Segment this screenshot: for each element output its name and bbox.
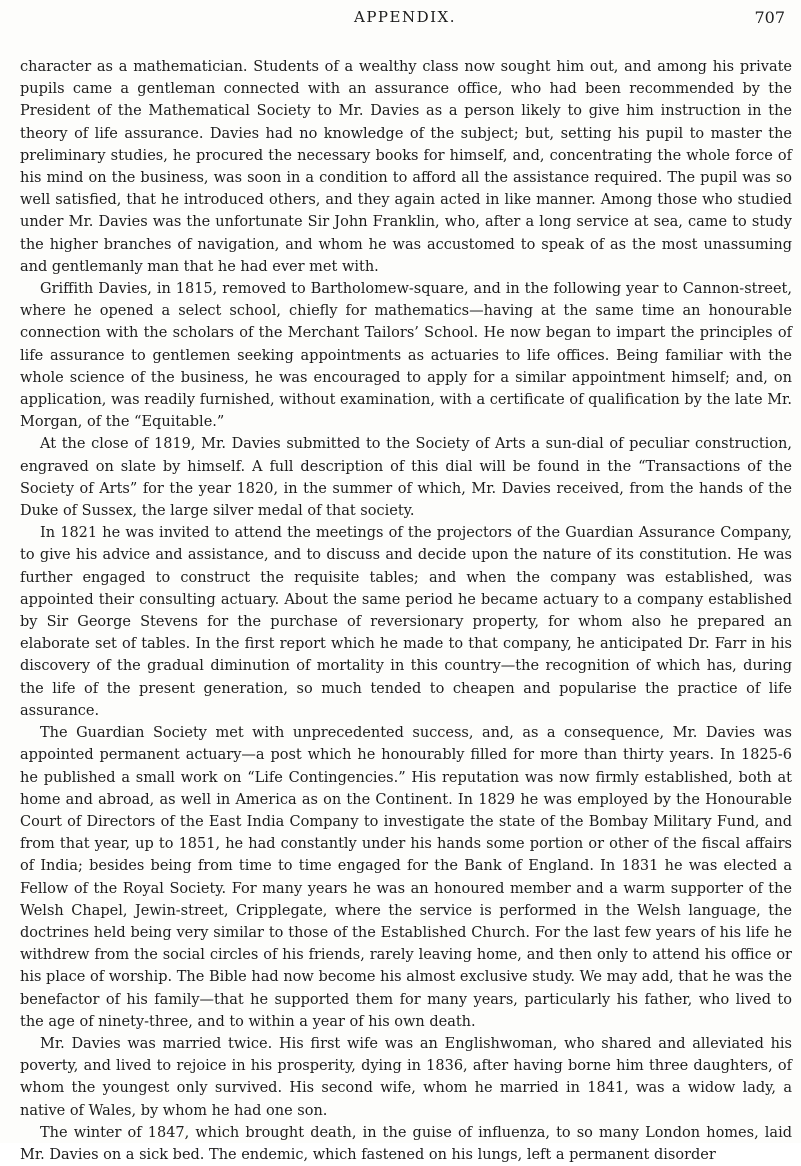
paragraph: character as a mathematician. Students of a wealthy class now sought him out, and among his private pupils came a gentleman connected with an assurance office, who had been recommended by the President of the Mathematical Society to Mr. Davies as a person likely to give him instruction in the theory of life assurance. Davies had no knowledge of the subject; but, setting his pupil to master the preliminary studies, he procured the necessary books for himself, and, concentrating the whole force of his mind on the business, was soon in a condition to afford all the assistance required. The pupil was so well satisfied, that he introduced others, and they again acted in like manner. Among those who studied under Mr. Davies was the unfortunate Sir John Franklin, who, after a long service at sea, came to study the higher branches of navigation, and whom he was accustomed to speak of as the most unassuming and gentlemanly man that he had ever met with. xyxy=(20,59,792,275)
paragraph: In 1821 he was invited to attend the meetings of the projectors of the Guardian Assurance Company, to give his advice and assistance, and to discuss and decide upon the nature of its constitution. He was further engaged to construct the requisite tables; and when the company was established, was appointed their consulting actuary. About the same period he became actuary to a company established by Sir George Stevens for the purchase of reversionary property, for whom also he prepared an elaborate set of tables. In the first report which he made to that company, he anticipated Dr. Farr in his discovery of the gradual diminution of mortality in this country—the recognition of which has, during the life of the present generation, so much tended to cheapen and popularise the practice of life assurance. xyxy=(20,525,792,719)
running-title: APPENDIX. xyxy=(354,8,456,26)
paragraph: Griffith Davies, in 1815, removed to Bartholomew-square, and in the following year to Cannon-street, where he opened a select school, chiefly for mathematics—having at the same time an honourable connection with the scholars of the Merchant Tailors’ School. He now began to impart the principles of life assurance to gentlemen seeking appointments as actuaries to life offices. Being familiar with the whole science of the business, he was encouraged to apply for a similar appointment himself; and, on application, was readily furnished, without examination, with a certificate of qualification by the late Mr. Morgan, of the “Equitable.” xyxy=(20,281,792,431)
page-number: 707 xyxy=(754,8,785,27)
paragraph: Mr. Davies was married twice. His first wife was an Englishwoman, who shared and alleviated his poverty, and lived to rejoice in his prosperity, dying in 1836, after having borne him three daughters, of whom the youngest only survived. His second wife, whom he married in 1841, was a widow lady, a native of Wales, by whom he had one son. xyxy=(20,1035,792,1119)
paragraph: The Guardian Society met with unprecedented success, and, as a consequence, Mr. Davies was appointed permanent actuary—a post which he honourably filled for more than thirty years. In 1825-6 he published a small work on “Life Contingencies.” His reputation was now firmly established, both at home and abroad, as well in America as on the Continent. In 1829 he was employed by the Honourable Court of Directors of the East India Company to investigate the state of the Bombay Military Fund, and from that year, up to 1851, he had constantly under his hands some portion or other of the fiscal affairs of India; besides being from time to time engaged for the Bank of England. In 1831 he was elected a Fellow of the Royal Society. For many years he was an honoured member and a warm supporter of the Welsh Chapel, Jewin-street, Cripplegate, where the service is performed in the Welsh language, the doctrines held being very similar to those of the Established Church. For the last few years of his life he withdrew from the social circles of his friends, rarely leaving home, and then only to attend his office or his place of worship. The Bible had now become his almost exclusive study. We may add, that he was the benefactor of his family—that he supported them for many years, particularly his father, who lived to the age of ninety-three, and to within a year of his own death. xyxy=(20,725,792,1030)
paragraph: The winter of 1847, which brought death, in the guise of influenza, to so many London homes, laid Mr. Davies on a sick bed. The endemic, which fastened on his lungs, left a permanent disorder xyxy=(20,1124,792,1163)
running-head xyxy=(20,8,790,38)
paragraph: At the close of 1819, Mr. Davies submitted to the Society of Arts a sun-dial of peculiar construction, engraved on slate by himself. A full description of this dial will be found in the “Transactions of the Society of Arts” for the year 1820, in the summer of which, Mr. Davies received, from the hands of the Duke of Sussex, the large silver medal of that society. xyxy=(20,436,792,520)
body-text xyxy=(20,56,792,1166)
